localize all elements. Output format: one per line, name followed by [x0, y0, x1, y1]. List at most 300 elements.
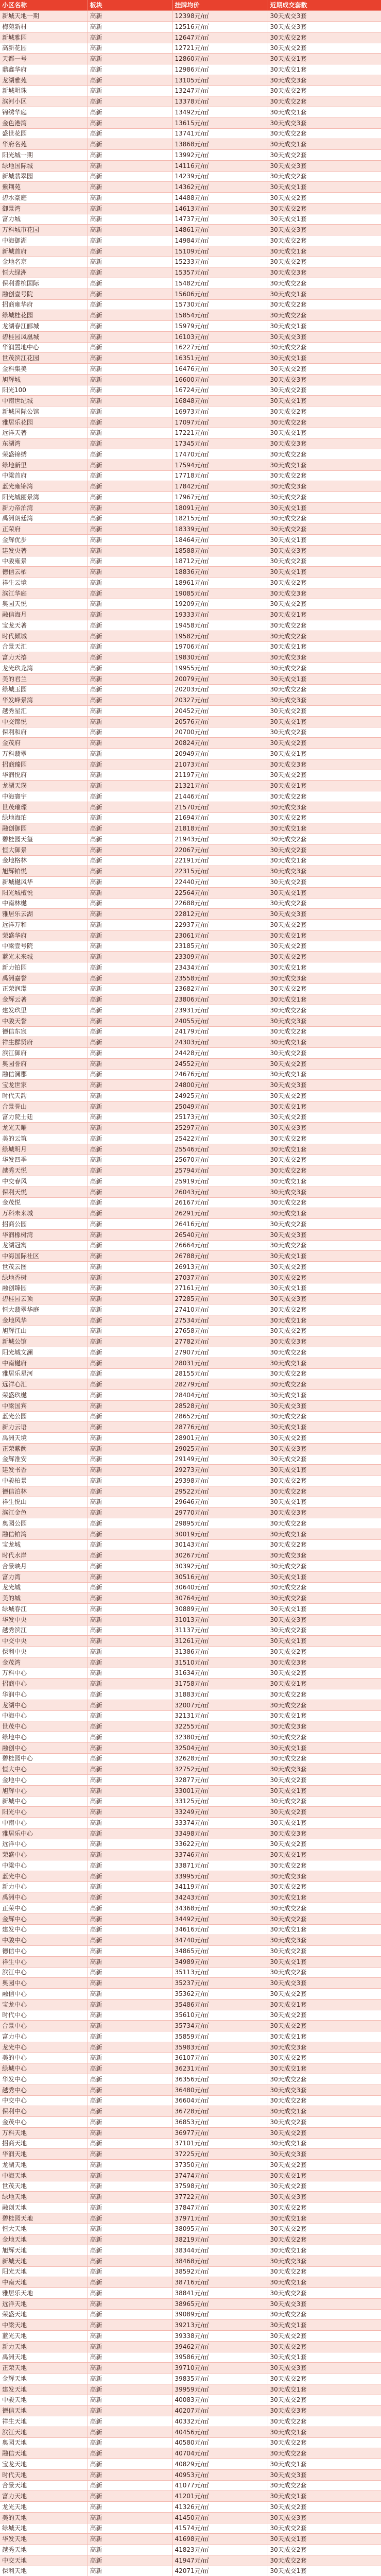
cell-listing-price: 16848元/㎡: [172, 396, 268, 406]
table-row: [0, 984, 381, 994]
cell-district: 高新: [88, 578, 172, 588]
cell-community-name: 奥园中心: [0, 1978, 88, 1989]
cell-recent-deals: 30天成交2套: [268, 513, 381, 524]
cell-community-name: 远洋天地: [0, 2298, 88, 2309]
cell-district: 高新: [88, 791, 172, 802]
cell-community-name: 建发天地: [0, 2384, 88, 2395]
cell-recent-deals: 30天成交1套: [268, 2063, 381, 2074]
cell-district: 高新: [88, 2374, 172, 2384]
cell-recent-deals: 30天成交2套: [268, 706, 381, 717]
cell-listing-price: 33001元/㎡: [172, 1785, 268, 1796]
cell-community-name: 金地中心: [0, 1775, 88, 1786]
cell-recent-deals: 30天成交1套: [268, 749, 381, 759]
cell-community-name: 蓝光中心: [0, 1871, 88, 1882]
cell-listing-price: 31013元/㎡: [172, 1614, 268, 1625]
cell-recent-deals: 30天成交1套: [268, 2427, 381, 2437]
cell-listing-price: 23309元/㎡: [172, 952, 268, 962]
table-row: [0, 1454, 381, 1465]
cell-listing-price: 36853元/㎡: [172, 2117, 268, 2128]
table-row: [0, 609, 381, 620]
cell-recent-deals: 30天成交1套: [268, 1208, 381, 1219]
cell-listing-price: 25422元/㎡: [172, 1133, 268, 1144]
cell-listing-price: 12516元/㎡: [172, 22, 268, 32]
table-row: [0, 1091, 381, 1101]
cell-community-name: 华发中央: [0, 1614, 88, 1625]
cell-district: 高新: [88, 802, 172, 812]
table-row: [0, 1839, 381, 1850]
cell-district: 高新: [88, 2459, 172, 2470]
cell-district: 高新: [88, 1229, 172, 1240]
cell-district: 高新: [88, 1807, 172, 1818]
cell-district: 高新: [88, 952, 172, 962]
cell-district: 高新: [88, 2288, 172, 2299]
table-row: [0, 802, 381, 812]
cell-district: 高新: [88, 1625, 172, 1636]
cell-recent-deals: 30天成交2套: [268, 2021, 381, 2031]
table-row: [0, 941, 381, 952]
cell-community-name: 滨河小区: [0, 96, 88, 107]
cell-recent-deals: 30天成交1套: [268, 1497, 381, 1507]
table-row: [0, 695, 381, 706]
table-row: [0, 331, 381, 342]
cell-community-name: 蓝光未来城: [0, 952, 88, 962]
cell-listing-price: 34616元/㎡: [172, 1924, 268, 1935]
cell-community-name: 祥生天地: [0, 2416, 88, 2427]
cell-recent-deals: 30天成交2套: [268, 193, 381, 204]
cell-community-name: 中骏天誉: [0, 1015, 88, 1026]
cell-district: 高新: [88, 2053, 172, 2063]
cell-listing-price: 17842元/㎡: [172, 481, 268, 492]
cell-recent-deals: 30天成交3套: [268, 1935, 381, 1946]
cell-district: 高新: [88, 460, 172, 470]
cell-community-name: 碧桂园天玺: [0, 834, 88, 845]
cell-listing-price: 20327元/㎡: [172, 695, 268, 706]
table-row: [0, 1892, 381, 1903]
cell-listing-price: 35610元/㎡: [172, 2010, 268, 2021]
cell-recent-deals: 30天成交1套: [268, 1101, 381, 1112]
cell-district: 高新: [88, 770, 172, 781]
cell-listing-price: 14488元/㎡: [172, 193, 268, 204]
cell-community-name: 德信东宸: [0, 1026, 88, 1037]
cell-recent-deals: 30天成交1套: [268, 1358, 381, 1368]
cell-community-name: 世茂天地: [0, 2181, 88, 2192]
cell-listing-price: 21943元/㎡: [172, 834, 268, 845]
cell-district: 高新: [88, 1037, 172, 1048]
cell-recent-deals: 30天成交2套: [268, 2448, 381, 2459]
table-row: [0, 716, 381, 727]
cell-recent-deals: 30天成交1套: [268, 1144, 381, 1155]
table-row: [0, 535, 381, 546]
cell-recent-deals: 30天成交1套: [268, 823, 381, 834]
cell-community-name: 中骏天地: [0, 2395, 88, 2405]
cell-community-name: 雅居乐星河: [0, 1368, 88, 1379]
cell-district: 高新: [88, 1742, 172, 1753]
cell-district: 高新: [88, 1497, 172, 1507]
cell-community-name: 禹洲中心: [0, 1892, 88, 1903]
cell-listing-price: 16973元/㎡: [172, 406, 268, 417]
cell-district: 高新: [88, 2042, 172, 2053]
cell-district: 高新: [88, 2266, 172, 2277]
cell-community-name: 东湖湾: [0, 438, 88, 449]
cell-community-name: 融创御园: [0, 823, 88, 834]
cell-recent-deals: 30天成交2套: [268, 86, 381, 96]
cell-district: 高新: [88, 1219, 172, 1230]
cell-recent-deals: 30天成交2套: [268, 727, 381, 738]
cell-listing-price: 38344元/㎡: [172, 2245, 268, 2256]
cell-recent-deals: 30天成交1套: [268, 2459, 381, 2470]
cell-district: 高新: [88, 2469, 172, 2480]
cell-recent-deals: 30天成交2套: [268, 1753, 381, 1764]
cell-community-name: 中南世纪城: [0, 396, 88, 406]
cell-district: 高新: [88, 1818, 172, 1828]
table-row: [0, 2224, 381, 2234]
cell-recent-deals: 30天成交2套: [268, 1668, 381, 1679]
cell-district: 高新: [88, 1647, 172, 1657]
cell-district: 高新: [88, 225, 172, 235]
cell-listing-price: 33249元/㎡: [172, 1807, 268, 1818]
cell-recent-deals: 30天成交1套: [268, 673, 381, 684]
cell-community-name: 世茂中心: [0, 1721, 88, 1732]
cell-community-name: 金辉天地: [0, 2374, 88, 2384]
cell-community-name: 中南樾府: [0, 1358, 88, 1368]
cell-district: 高新: [88, 1208, 172, 1219]
table-row: [0, 1742, 381, 1753]
cell-district: 高新: [88, 1390, 172, 1401]
cell-listing-price: 41326元/㎡: [172, 2502, 268, 2513]
table-row: [0, 1850, 381, 1860]
cell-district: 高新: [88, 43, 172, 54]
cell-recent-deals: 30天成交1套: [268, 1999, 381, 2010]
cell-district: 高新: [88, 609, 172, 620]
table-row: [0, 1240, 381, 1251]
cell-listing-price: 20452元/㎡: [172, 706, 268, 717]
table-row: [0, 2084, 381, 2095]
cell-recent-deals: 30天成交2套: [268, 2555, 381, 2566]
cell-recent-deals: 30天成交1套: [268, 396, 381, 406]
cell-listing-price: 30392元/㎡: [172, 1561, 268, 1572]
cell-recent-deals: 30天成交2套: [268, 2053, 381, 2063]
table-row: [0, 952, 381, 962]
cell-listing-price: 21073元/㎡: [172, 759, 268, 770]
cell-community-name: 恒大中心: [0, 1764, 88, 1775]
cell-listing-price: 28652元/㎡: [172, 1411, 268, 1422]
cell-recent-deals: 30天成交2套: [268, 364, 381, 375]
table-row: [0, 1636, 381, 1647]
table-row: [0, 278, 381, 289]
cell-community-name: 碧桂园云顶: [0, 1294, 88, 1304]
cell-recent-deals: 30天成交2套: [268, 1989, 381, 1999]
cell-recent-deals: 30天成交1套: [268, 1710, 381, 1721]
cell-listing-price: 30516元/㎡: [172, 1571, 268, 1582]
table-row: [0, 374, 381, 385]
cell-listing-price: 25919元/㎡: [172, 1176, 268, 1187]
cell-community-name: 禹洲天地: [0, 2352, 88, 2363]
table-row: [0, 203, 381, 214]
cell-community-name: 祥生群贤府: [0, 1037, 88, 1048]
cell-community-name: 新城中心: [0, 1796, 88, 1807]
cell-recent-deals: 30天成交1套: [268, 1422, 381, 1433]
cell-community-name: 正荣府: [0, 524, 88, 535]
cell-community-name: 绿地中心: [0, 1732, 88, 1743]
cell-district: 高新: [88, 1411, 172, 1422]
cell-recent-deals: 30天成交1套: [268, 321, 381, 332]
cell-district: 高新: [88, 1304, 172, 1315]
cell-community-name: 招商天地: [0, 2138, 88, 2149]
cell-community-name: 富力湾: [0, 1571, 88, 1582]
cell-recent-deals: 30天成交1套: [268, 716, 381, 727]
cell-community-name: 新城天地一期: [0, 11, 88, 22]
cell-district: 高新: [88, 2555, 172, 2566]
cell-recent-deals: 30天成交2套: [268, 620, 381, 631]
cell-community-name: 宝龙天地: [0, 2459, 88, 2470]
cell-community-name: 越秀天悦: [0, 1165, 88, 1176]
cell-listing-price: 22564元/㎡: [172, 887, 268, 898]
cell-community-name: 正荣天地: [0, 2363, 88, 2374]
cell-community-name: 荣盛中心: [0, 1850, 88, 1860]
cell-community-name: 万科未来城: [0, 1208, 88, 1219]
cell-community-name: 宝龙城: [0, 1539, 88, 1550]
cell-district: 高新: [88, 1026, 172, 1037]
cell-listing-price: 28404元/㎡: [172, 1390, 268, 1401]
cell-recent-deals: 30天成交3套: [268, 759, 381, 770]
cell-listing-price: 26043元/㎡: [172, 1187, 268, 1197]
cell-listing-price: 26540元/㎡: [172, 1229, 268, 1240]
table-row: [0, 1700, 381, 1710]
table-row: [0, 1101, 381, 1112]
cell-listing-price: 20576元/㎡: [172, 716, 268, 727]
cell-district: 高新: [88, 1657, 172, 1668]
cell-listing-price: 38219元/㎡: [172, 2234, 268, 2245]
cell-community-name: 融创壹号院: [0, 289, 88, 299]
cell-listing-price: 34865元/㎡: [172, 1946, 268, 1957]
cell-listing-price: 13992元/㎡: [172, 150, 268, 161]
cell-listing-price: 29273元/㎡: [172, 1465, 268, 1476]
table-row: [0, 417, 381, 428]
cell-listing-price: 25173元/㎡: [172, 1112, 268, 1123]
cell-listing-price: 36604元/㎡: [172, 2095, 268, 2106]
cell-recent-deals: 30天成交1套: [268, 2031, 381, 2042]
cell-recent-deals: 30天成交2套: [268, 1304, 381, 1315]
cell-recent-deals: 30天成交3套: [268, 331, 381, 342]
table-row: [0, 2448, 381, 2459]
cell-listing-price: 33995元/㎡: [172, 1871, 268, 1882]
cell-recent-deals: 30天成交2套: [268, 2074, 381, 2085]
cell-community-name: 建发中心: [0, 1924, 88, 1935]
cell-community-name: 中骏柏景: [0, 1476, 88, 1486]
cell-district: 高新: [88, 1679, 172, 1689]
table-row: [0, 1539, 381, 1550]
cell-district: 高新: [88, 1860, 172, 1871]
cell-listing-price: 30764元/㎡: [172, 1593, 268, 1604]
cell-community-name: 金科集美: [0, 364, 88, 375]
cell-community-name: 绿城中心: [0, 2063, 88, 2074]
cell-district: 高新: [88, 1443, 172, 1454]
cell-district: 高新: [88, 203, 172, 214]
cell-recent-deals: 30天成交1套: [268, 1571, 381, 1582]
cell-listing-price: 31261元/㎡: [172, 1636, 268, 1647]
cell-recent-deals: 30天成交1套: [268, 2138, 381, 2149]
cell-district: 高新: [88, 1262, 172, 1273]
cell-recent-deals: 30天成交1套: [268, 1037, 381, 1048]
table-row: [0, 920, 381, 930]
cell-recent-deals: 30天成交2套: [268, 2160, 381, 2171]
cell-district: 高新: [88, 182, 172, 193]
cell-district: 高新: [88, 1454, 172, 1465]
table-row: [0, 1015, 381, 1026]
cell-district: 高新: [88, 2138, 172, 2149]
cell-community-name: 融信中心: [0, 1989, 88, 1999]
cell-listing-price: 32007元/㎡: [172, 1700, 268, 1710]
cell-community-name: 天都一号: [0, 54, 88, 64]
cell-community-name: 旭辉江山: [0, 1326, 88, 1336]
cell-listing-price: 25049元/㎡: [172, 1101, 268, 1112]
cell-community-name: 雅居乐中心: [0, 1828, 88, 1839]
cell-community-name: 宝龙世家: [0, 1080, 88, 1091]
cell-district: 高新: [88, 2106, 172, 2117]
cell-recent-deals: 30天成交2套: [268, 2374, 381, 2384]
table-row: [0, 139, 381, 150]
cell-recent-deals: 30天成交2套: [268, 556, 381, 567]
cell-district: 高新: [88, 32, 172, 43]
cell-district: 高新: [88, 812, 172, 823]
cell-community-name: 龙湖中心: [0, 1700, 88, 1710]
cell-community-name: 龙光城: [0, 1582, 88, 1593]
cell-recent-deals: 30天成交3套: [268, 267, 381, 278]
cell-district: 高新: [88, 417, 172, 428]
table-row: [0, 1785, 381, 1796]
cell-community-name: 保利和府: [0, 727, 88, 738]
table-row: [0, 117, 381, 128]
table-row: [0, 1368, 381, 1379]
table-row: [0, 2566, 381, 2576]
cell-district: 高新: [88, 406, 172, 417]
cell-district: 高新: [88, 2309, 172, 2320]
cell-community-name: 阳光中心: [0, 1807, 88, 1818]
cell-listing-price: 24925元/㎡: [172, 1091, 268, 1101]
cell-listing-price: 37350元/㎡: [172, 2160, 268, 2171]
cell-community-name: 锦绣华庭: [0, 107, 88, 118]
cell-community-name: 梅苑新村: [0, 22, 88, 32]
cell-community-name: 新城公馆: [0, 1336, 88, 1347]
cell-district: 高新: [88, 150, 172, 161]
cell-recent-deals: 30天成交3套: [268, 973, 381, 984]
table-row: [0, 2213, 381, 2224]
cell-community-name: 中海御湖: [0, 235, 88, 246]
cell-listing-price: 37722元/㎡: [172, 2192, 268, 2202]
cell-recent-deals: 30天成交3套: [268, 11, 381, 22]
cell-recent-deals: 30天成交2套: [268, 2341, 381, 2352]
table-row: [0, 1080, 381, 1091]
table-row: [0, 182, 381, 193]
cell-district: 高新: [88, 1882, 172, 1892]
cell-listing-price: 36728元/㎡: [172, 2106, 268, 2117]
cell-listing-price: 35362元/㎡: [172, 1989, 268, 1999]
table-row: [0, 1219, 381, 1230]
cell-recent-deals: 30天成交2套: [268, 1326, 381, 1336]
cell-district: 高新: [88, 877, 172, 888]
cell-community-name: 滨江中心: [0, 1967, 88, 1978]
cell-recent-deals: 30天成交3套: [268, 545, 381, 556]
cell-listing-price: 24428元/㎡: [172, 1048, 268, 1059]
cell-recent-deals: 30天成交3套: [268, 1721, 381, 1732]
cell-district: 高新: [88, 353, 172, 364]
cell-listing-price: 21570元/㎡: [172, 802, 268, 812]
table-row: [0, 2095, 381, 2106]
table-row: [0, 2063, 381, 2074]
cell-recent-deals: 30天成交2套: [268, 150, 381, 161]
cell-district: 高新: [88, 2395, 172, 2405]
cell-listing-price: 37225元/㎡: [172, 2149, 268, 2160]
cell-community-name: 融信铂湾: [0, 1529, 88, 1539]
cell-community-name: 新城国际公馆: [0, 406, 88, 417]
cell-recent-deals: 30天成交2套: [268, 1860, 381, 1871]
cell-listing-price: 28901元/㎡: [172, 1433, 268, 1444]
cell-listing-price: 41077元/㎡: [172, 2480, 268, 2491]
cell-district: 高新: [88, 1850, 172, 1860]
table-row: [0, 2320, 381, 2331]
cell-listing-price: 16227元/㎡: [172, 342, 268, 353]
cell-community-name: 保利天地: [0, 2566, 88, 2576]
table-row: [0, 641, 381, 652]
table-row: [0, 2053, 381, 2063]
cell-district: 高新: [88, 941, 172, 952]
cell-listing-price: 12986元/㎡: [172, 64, 268, 75]
cell-district: 高新: [88, 920, 172, 930]
cell-listing-price: 15606元/㎡: [172, 289, 268, 299]
cell-recent-deals: 30天成交1套: [268, 609, 381, 620]
cell-listing-price: 41698元/㎡: [172, 2534, 268, 2545]
cell-recent-deals: 30天成交3套: [268, 2469, 381, 2480]
cell-district: 高新: [88, 2234, 172, 2245]
cell-recent-deals: 30天成交3套: [268, 1080, 381, 1091]
table-row: [0, 107, 381, 118]
cell-recent-deals: 30天成交3套: [268, 22, 381, 32]
table-row: [0, 64, 381, 75]
cell-community-name: 世茂滨江花园: [0, 353, 88, 364]
cell-district: 高新: [88, 620, 172, 631]
cell-community-name: 保利中央: [0, 1647, 88, 1657]
cell-district: 高新: [88, 1582, 172, 1593]
table-row: [0, 1775, 381, 1786]
cell-listing-price: 13247元/㎡: [172, 86, 268, 96]
cell-listing-price: 24303元/㎡: [172, 1037, 268, 1048]
cell-community-name: 龙光中心: [0, 2042, 88, 2053]
cell-listing-price: 37474元/㎡: [172, 2170, 268, 2181]
cell-listing-price: 16103元/㎡: [172, 331, 268, 342]
table-row: [0, 588, 381, 599]
cell-listing-price: 23061元/㎡: [172, 930, 268, 941]
cell-recent-deals: 30天成交3套: [268, 2084, 381, 2095]
cell-district: 高新: [88, 1358, 172, 1368]
cell-recent-deals: 30天成交2套: [268, 1946, 381, 1957]
cell-district: 高新: [88, 321, 172, 332]
cell-district: 高新: [88, 1892, 172, 1903]
cell-community-name: 阳光城一期: [0, 150, 88, 161]
cell-recent-deals: 30天成交3套: [268, 2298, 381, 2309]
table-row: [0, 2202, 381, 2213]
cell-district: 高新: [88, 1101, 172, 1112]
cell-recent-deals: 30天成交3套: [268, 1443, 381, 1454]
cell-recent-deals: 30天成交1套: [268, 182, 381, 193]
cell-recent-deals: 30天成交3套: [268, 866, 381, 877]
cell-recent-deals: 30天成交3套: [268, 1871, 381, 1882]
cell-district: 高新: [88, 567, 172, 578]
cell-district: 高新: [88, 86, 172, 96]
cell-listing-price: 27161元/㎡: [172, 1283, 268, 1294]
cell-recent-deals: 30天成交2套: [268, 1005, 381, 1016]
cell-district: 高新: [88, 1956, 172, 1967]
table-row: [0, 2341, 381, 2352]
